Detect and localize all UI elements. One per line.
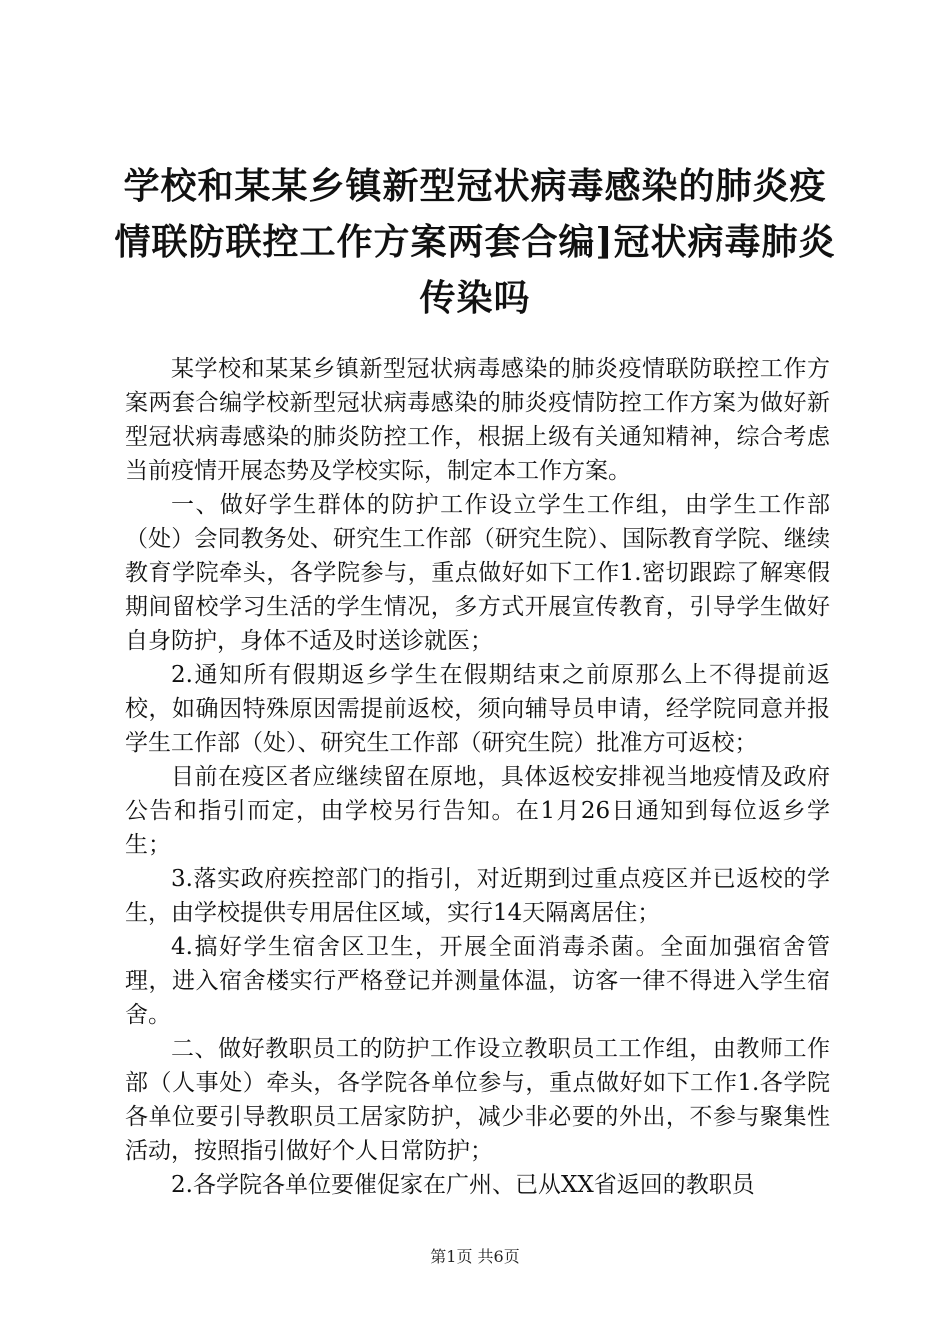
- paragraph-epidemic-area: 目前在疫区者应继续留在原地，具体返校安排视当地疫情及政府公告和指引而定，由学校另行告知。在1月26日通知到每位返乡学生；: [125, 764, 830, 858]
- paragraph-section-1: 一、做好学生群体的防护工作设立学生工作组，由学生工作部（处）会同教务处、研究生工作部（研究生院）、国际教育学院、继续教育学院牵头，各学院参与，重点做好如下工作1.密切跟踪了解寒假期间留校学习生活的学生情况，多方式开展宣传教育，引导学生做好自身防护，身体不适及时送诊就医；: [125, 492, 830, 654]
- document-body: [125, 352, 830, 1202]
- paragraph-item-4: 4.搞好学生宿舍区卫生，开展全面消毒杀菌。全面加强宿舍管理，进入宿舍楼实行严格登记并测量体温，访客一律不得进入学生宿舍。: [125, 934, 830, 1028]
- paragraph-item-2: 2.通知所有假期返乡学生在假期结束之前原那么上不得提前返校，如确因特殊原因需提前返校，须向辅导员申请，经学院同意并报学生工作部（处）、研究生工作部（研究生院）批准方可返校；: [125, 662, 830, 756]
- page-number-footer: 第1页 共6页: [430, 1247, 520, 1266]
- paragraph-section-2: 二、做好教职员工的防护工作设立教职员工工作组，由教师工作部（人事处）牵头，各学院各单位参与，重点做好如下工作1.各学院各单位要引导教职员工居家防护，减少非必要的外出，不参与聚集性活动，按照指引做好个人日常防护；: [125, 1036, 830, 1164]
- paragraph-item-3: 3.落实政府疾控部门的指引，对近期到过重点疫区并已返校的学生，由学校提供专用居住区域，实行14天隔离居住；: [125, 866, 830, 926]
- document-title: 学校和某某乡镇新型冠状病毒感染的肺炎疫情联防联控工作方案两套合编]冠状病毒肺炎传染吗: [114, 165, 836, 319]
- paragraph-section-2-item-2: 2.各学院各单位要催促家在广州、已从XX省返回的教职员: [171, 1172, 755, 1198]
- paragraph-intro: 某学校和某某乡镇新型冠状病毒感染的肺炎疫情联防联控工作方案两套合编学校新型冠状病毒感染的肺炎疫情防控工作方案为做好新型冠状病毒感染的肺炎防控工作，根据上级有关通知精神，综合考虑当前疫情开展态势及学校实际，制定本工作方案。: [125, 356, 830, 484]
